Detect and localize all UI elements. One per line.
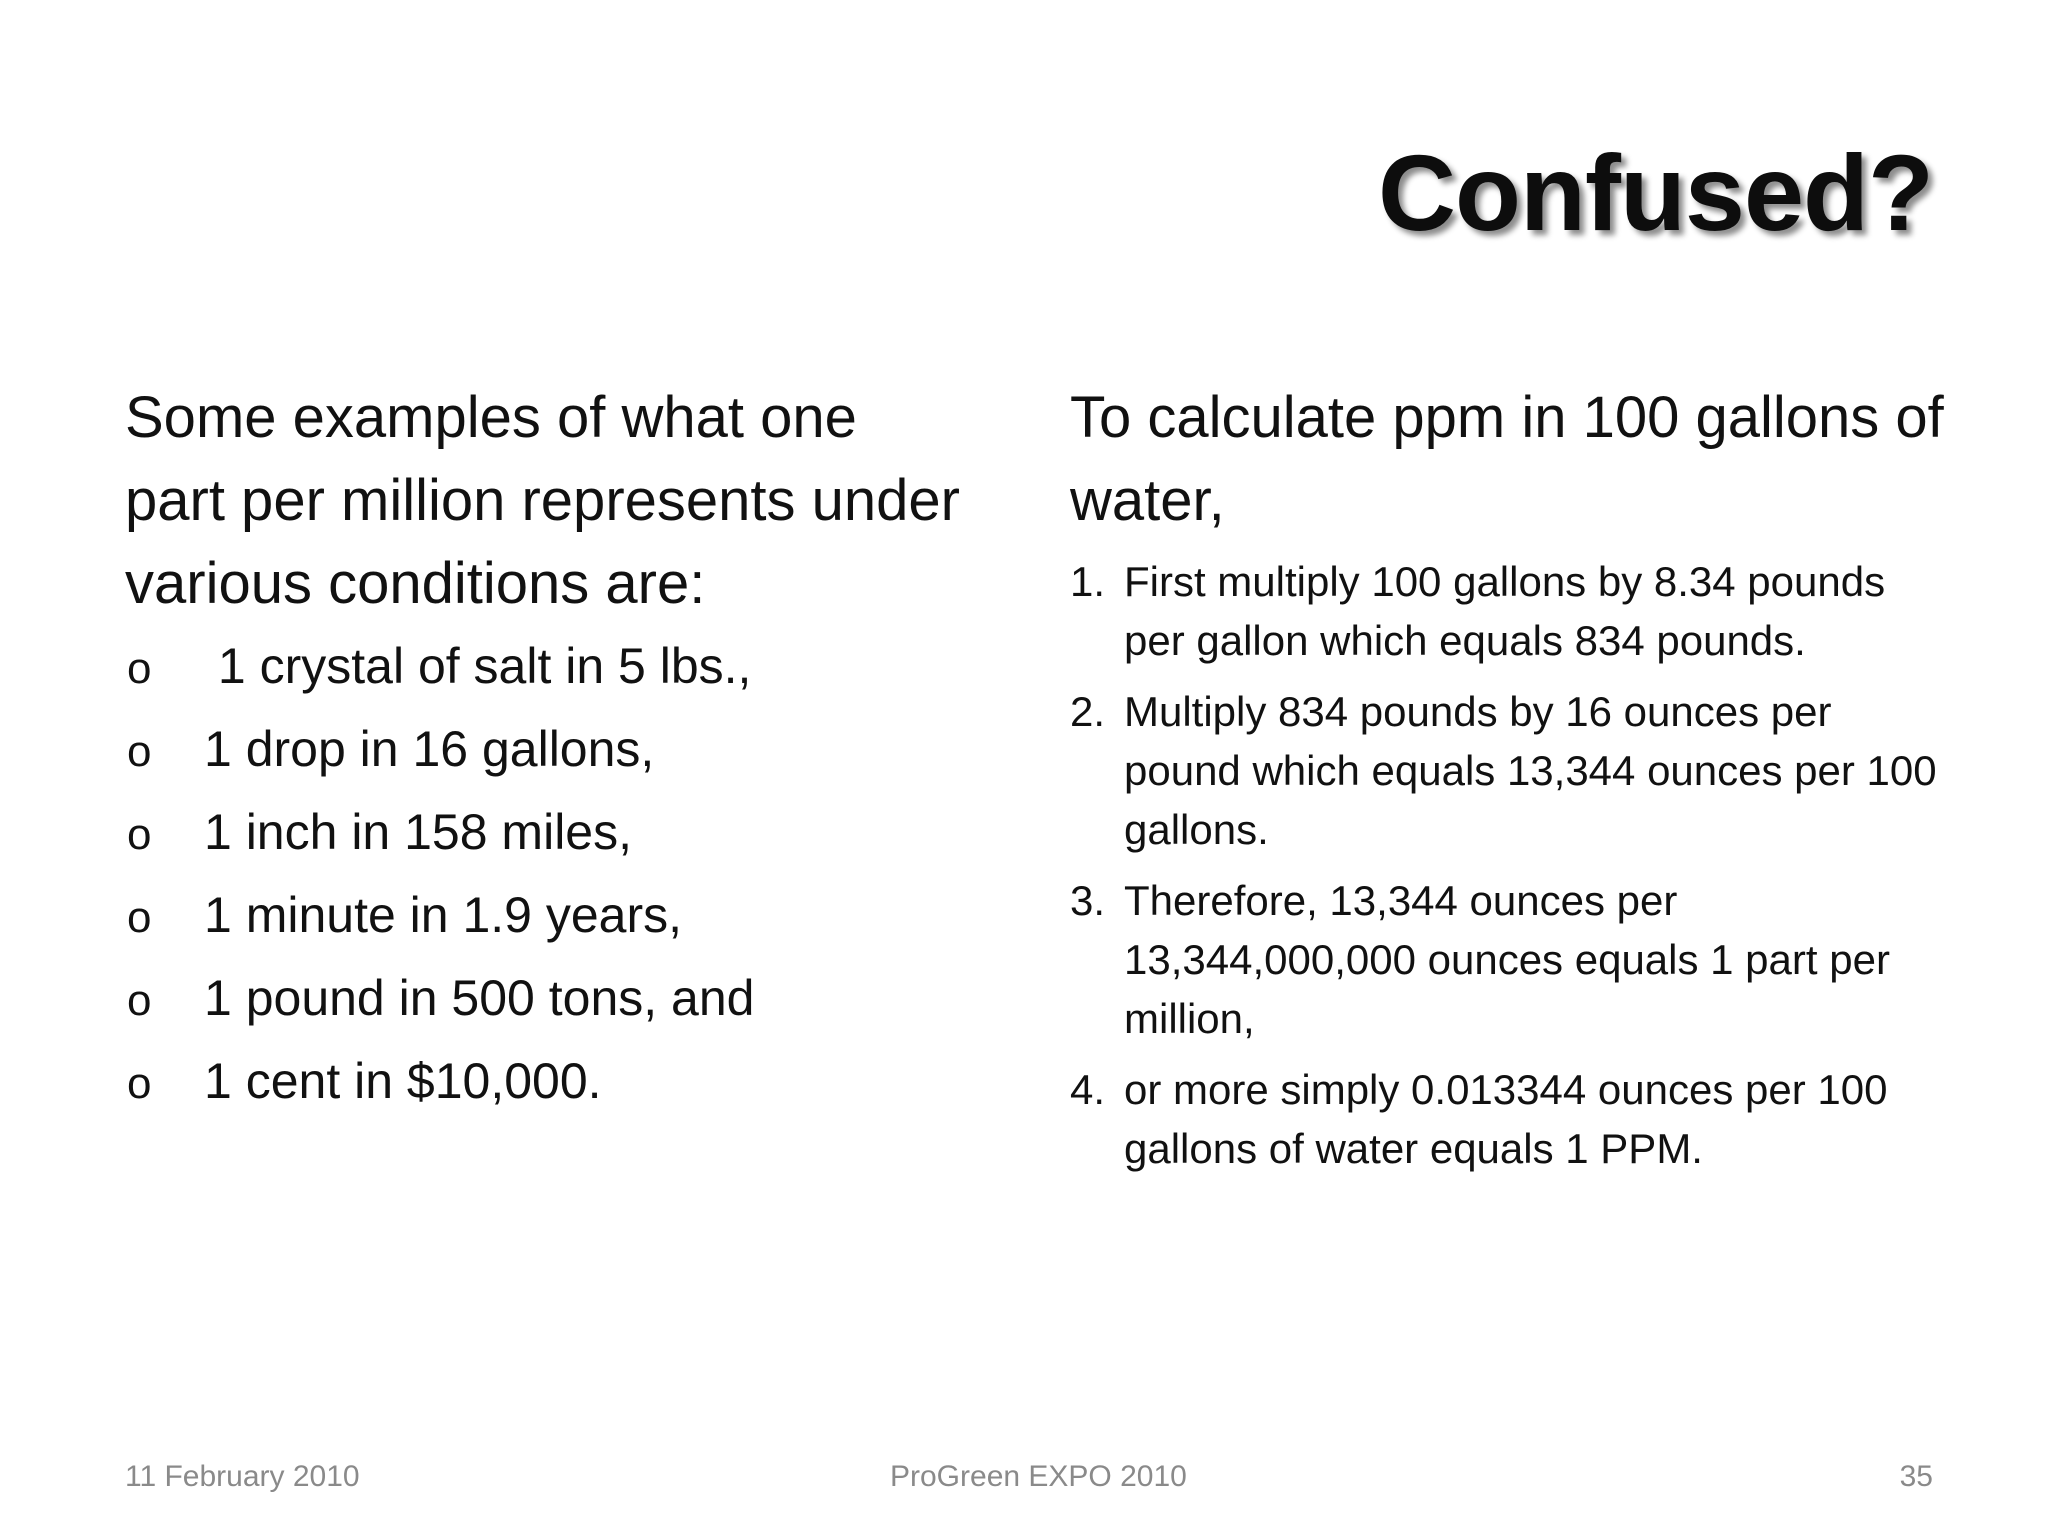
list-item-text: 1 cent in $10,000. (204, 1053, 602, 1109)
list-item (125, 1040, 965, 1123)
list-item (125, 957, 965, 1040)
step-item (1070, 682, 1950, 859)
step-number: 2. (1070, 688, 1106, 735)
examples-list (125, 625, 965, 1123)
hollow-bullet-icon: o (127, 1059, 152, 1108)
slide-number: 35 (1899, 1460, 1933, 1493)
list-item (125, 625, 965, 708)
calculation-steps-list (1070, 552, 1950, 1178)
footer-date: 11 February 2010 (125, 1460, 360, 1493)
hollow-bullet-icon: o (127, 893, 152, 942)
hollow-bullet-icon: o (127, 644, 152, 693)
step-text: Multiply 834 pounds by 16 ounces per pound which equals 13,344 ounces per 100 gallons. (1124, 688, 1937, 853)
step-text: or more simply 0.013344 ounces per 100 gallons of water equals 1 PPM. (1124, 1066, 1888, 1172)
step-number: 3. (1070, 877, 1106, 924)
list-item (125, 791, 965, 874)
left-intro-text: Some examples of what one part per million represents under various conditions are: (125, 385, 960, 616)
right-column (1070, 376, 1950, 1190)
step-text: First multiply 100 gallons by 8.34 pounds per gallon which equals 834 pounds. (1124, 558, 1886, 664)
hollow-bullet-icon: o (127, 810, 152, 859)
list-item-text: 1 pound in 500 tons, and (204, 970, 755, 1026)
list-item-text: 1 inch in 158 miles, (204, 804, 633, 860)
list-item-text: 1 crystal of salt in 5 lbs., (204, 638, 752, 694)
slide-title: Confused? (1378, 132, 1933, 253)
step-number: 1. (1070, 558, 1106, 605)
list-item-text: 1 drop in 16 gallons, (204, 721, 655, 777)
step-item (1070, 871, 1950, 1048)
hollow-bullet-icon: o (127, 976, 152, 1025)
list-item-text: 1 minute in 1.9 years, (204, 887, 683, 943)
list-item (125, 708, 965, 791)
footer-event-name: ProGreen EXPO 2010 (890, 1460, 1187, 1493)
right-intro-text: To calculate ppm in 100 gallons of water, (1070, 385, 1944, 533)
step-item (1070, 552, 1950, 670)
hollow-bullet-icon: o (127, 727, 152, 776)
step-text: Therefore, 13,344 ounces per 13,344,000,000 ounces equals 1 part per million, (1124, 877, 1890, 1042)
step-item (1070, 1060, 1950, 1178)
left-column (125, 376, 965, 1123)
step-number: 4. (1070, 1066, 1106, 1113)
list-item (125, 874, 965, 957)
